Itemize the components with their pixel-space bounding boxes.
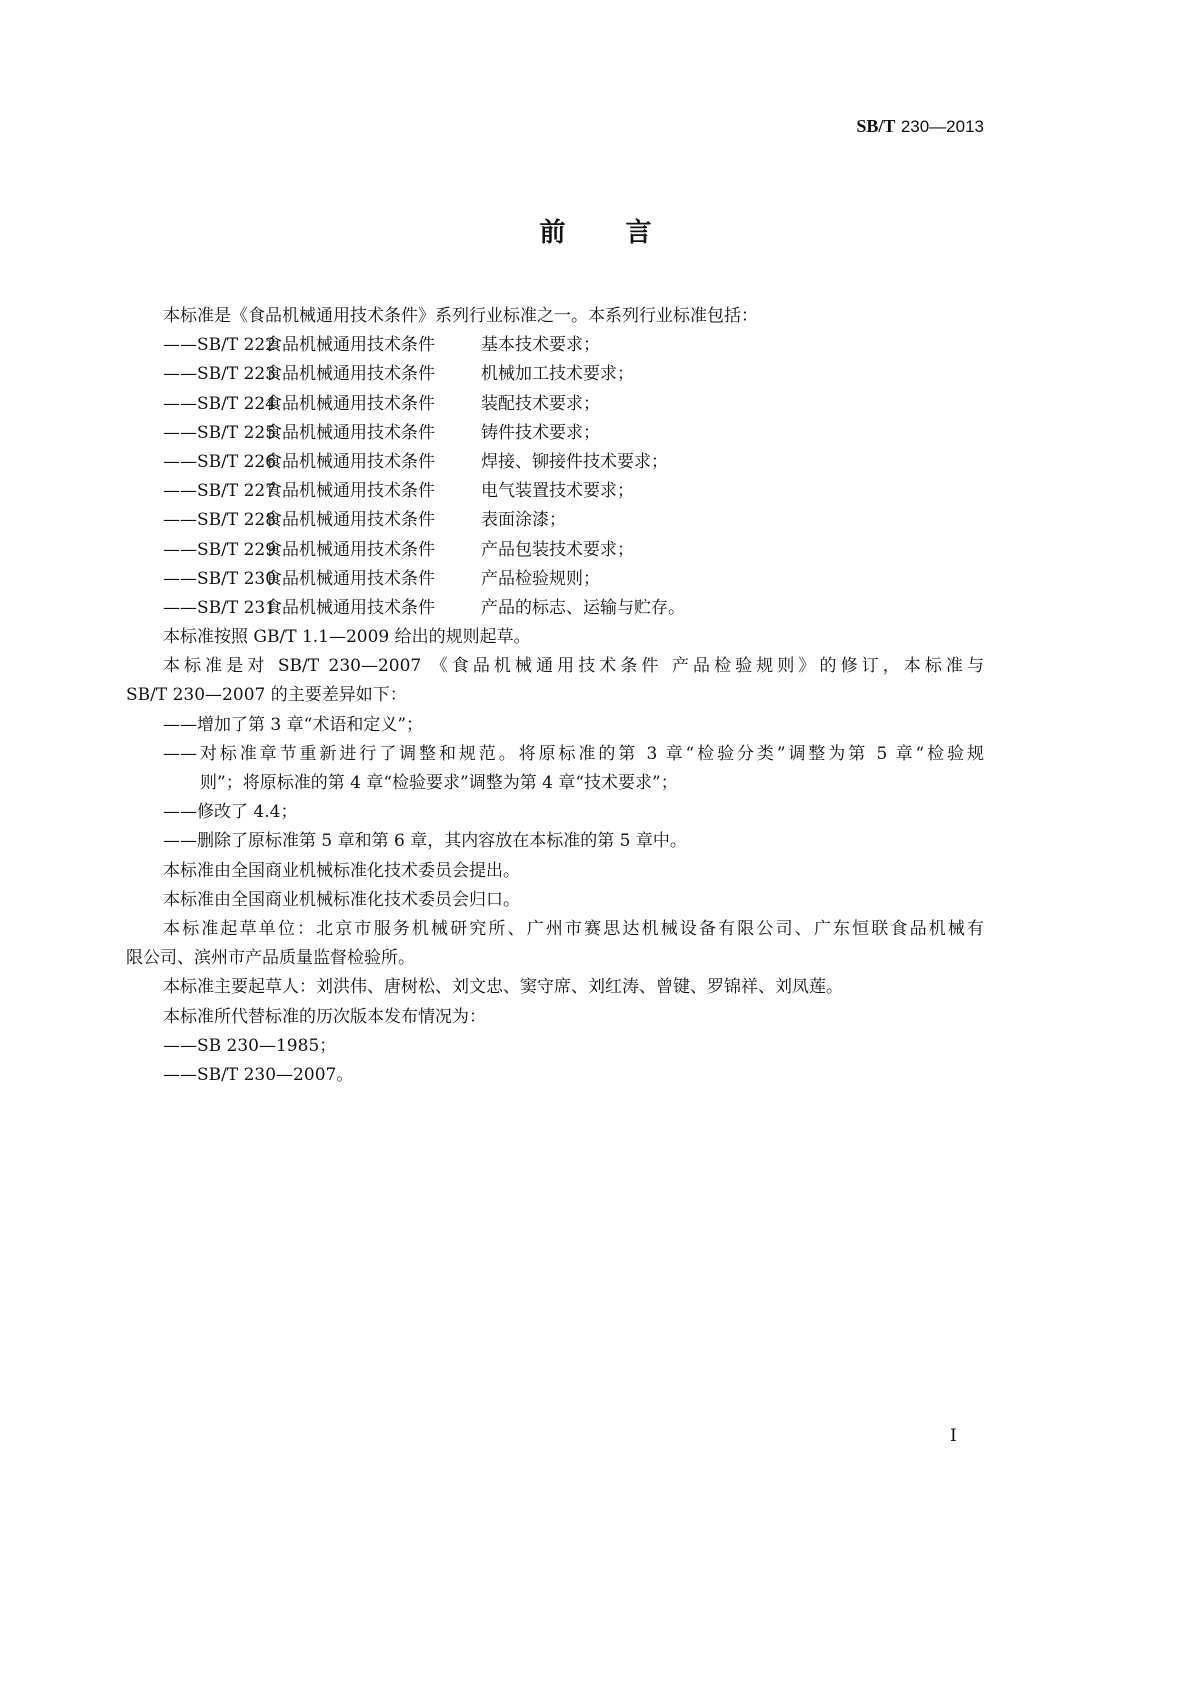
series-name: 食品机械通用技术条件: [265, 422, 435, 443]
intro-paragraph: 本标准是《食品机械通用技术条件》系列行业标准之一。本系列行业标准包括：: [163, 306, 758, 326]
series-item: [126, 477, 984, 506]
series-part: 电气装置技术要求；: [481, 481, 634, 502]
series-part: 机械加工技术要求；: [481, 364, 634, 385]
series-code: ——SB/T 223: [163, 364, 277, 385]
change-item: ——删除了原标准第 5 章和第 6 章，其内容放在本标准的第 5 章中。: [163, 831, 687, 852]
series-part: 产品的标志、运输与贮存。: [481, 597, 685, 618]
series-item: [126, 360, 984, 389]
series-item: [126, 565, 984, 594]
series-item: [126, 448, 984, 477]
centralized-by: 本标准由全国商业机械标准化技术委员会归口。: [163, 889, 520, 910]
series-part: 产品包装技术要求；: [481, 539, 634, 560]
change-item: ——修改了 4.4；: [163, 802, 298, 823]
change-item: ——增加了第 3 章“术语和定义”；: [163, 714, 424, 735]
series-part: 表面涂漆；: [481, 510, 566, 531]
series-item: [126, 536, 984, 565]
series-item: [126, 419, 984, 448]
series-item: [126, 390, 984, 419]
revision-line-1: 本标准是对 SB/T 230—2007 《食品机械通用技术条件 产品检验规则》的修订，本标准与: [163, 656, 984, 677]
series-code: ——SB/T 228: [163, 510, 277, 531]
history-item: ——SB/T 230—2007。: [163, 1064, 354, 1085]
series-code: ——SB/T 225: [163, 422, 277, 443]
code-prefix: SB/T: [856, 116, 896, 136]
change-item-continuation: 则”；将原标准的第 4 章“检验要求”调整为第 4 章“技术要求”；: [200, 773, 678, 793]
series-code: ——SB/T 224: [163, 393, 277, 414]
series-name: 食品机械通用技术条件: [265, 568, 435, 589]
series-item: [126, 331, 984, 360]
series-part: 焊接、铆接件技术要求；: [481, 451, 668, 472]
series-name: 食品机械通用技术条件: [265, 335, 435, 356]
series-code: ——SB/T 226: [163, 451, 277, 472]
series-name: 食品机械通用技术条件: [265, 539, 435, 560]
series-item: [126, 594, 984, 623]
series-part: 产品检验规则；: [481, 568, 600, 589]
series-part: 装配技术要求；: [481, 393, 600, 414]
history-item: ——SB 230—1985；: [163, 1035, 337, 1056]
series-code: ——SB/T 229: [163, 539, 277, 560]
drafting-units-line-1: 本标准起草单位：北京市服务机械研究所、广州市赛思达机械设备有限公司、广东恒联食品机械有: [163, 918, 984, 939]
series-part: 基本技术要求；: [481, 335, 600, 356]
proposed-by: 本标准由全国商业机械标准化技术委员会提出。: [163, 860, 520, 881]
history-intro: 本标准所代替标准的历次版本发布情况为：: [163, 1006, 486, 1027]
foreword-body: [126, 302, 984, 1090]
code-number: 230—2013: [900, 117, 984, 136]
drafting-rule: 本标准按照 GB/T 1.1—2009 给出的规则起草。: [163, 627, 531, 648]
drafters: 本标准主要起草人：刘洪伟、唐树松、刘文忠、窦守席、刘红涛、曾键、罗锦祥、刘凤莲。: [163, 977, 843, 998]
series-part: 铸件技术要求；: [481, 422, 600, 443]
document-code-header: [856, 116, 984, 137]
page-title: 前言: [539, 218, 712, 248]
series-code: ——SB/T 231: [163, 597, 277, 618]
page-number: I: [950, 1426, 957, 1446]
series-name: 食品机械通用技术条件: [265, 364, 435, 385]
series-list: [126, 331, 984, 623]
series-name: 食品机械通用技术条件: [265, 393, 435, 414]
series-code: ——SB/T 222: [163, 335, 277, 356]
series-item: [126, 506, 984, 535]
drafting-units-line-2: 限公司、滨州市产品质量监督检验所。: [126, 948, 415, 969]
series-code: ——SB/T 227: [163, 481, 277, 502]
series-code: ——SB/T 230: [163, 568, 277, 589]
series-name: 食品机械通用技术条件: [265, 481, 435, 502]
series-name: 食品机械通用技术条件: [265, 510, 435, 531]
series-name: 食品机械通用技术条件: [265, 597, 435, 618]
change-item: ——对标准章节重新进行了调整和规范。将原标准的第 3 章“检验分类”调整为第 5 章“检验规: [163, 743, 984, 764]
series-name: 食品机械通用技术条件: [265, 451, 435, 472]
revision-line-2: SB/T 230—2007 的主要差异如下：: [126, 685, 407, 706]
